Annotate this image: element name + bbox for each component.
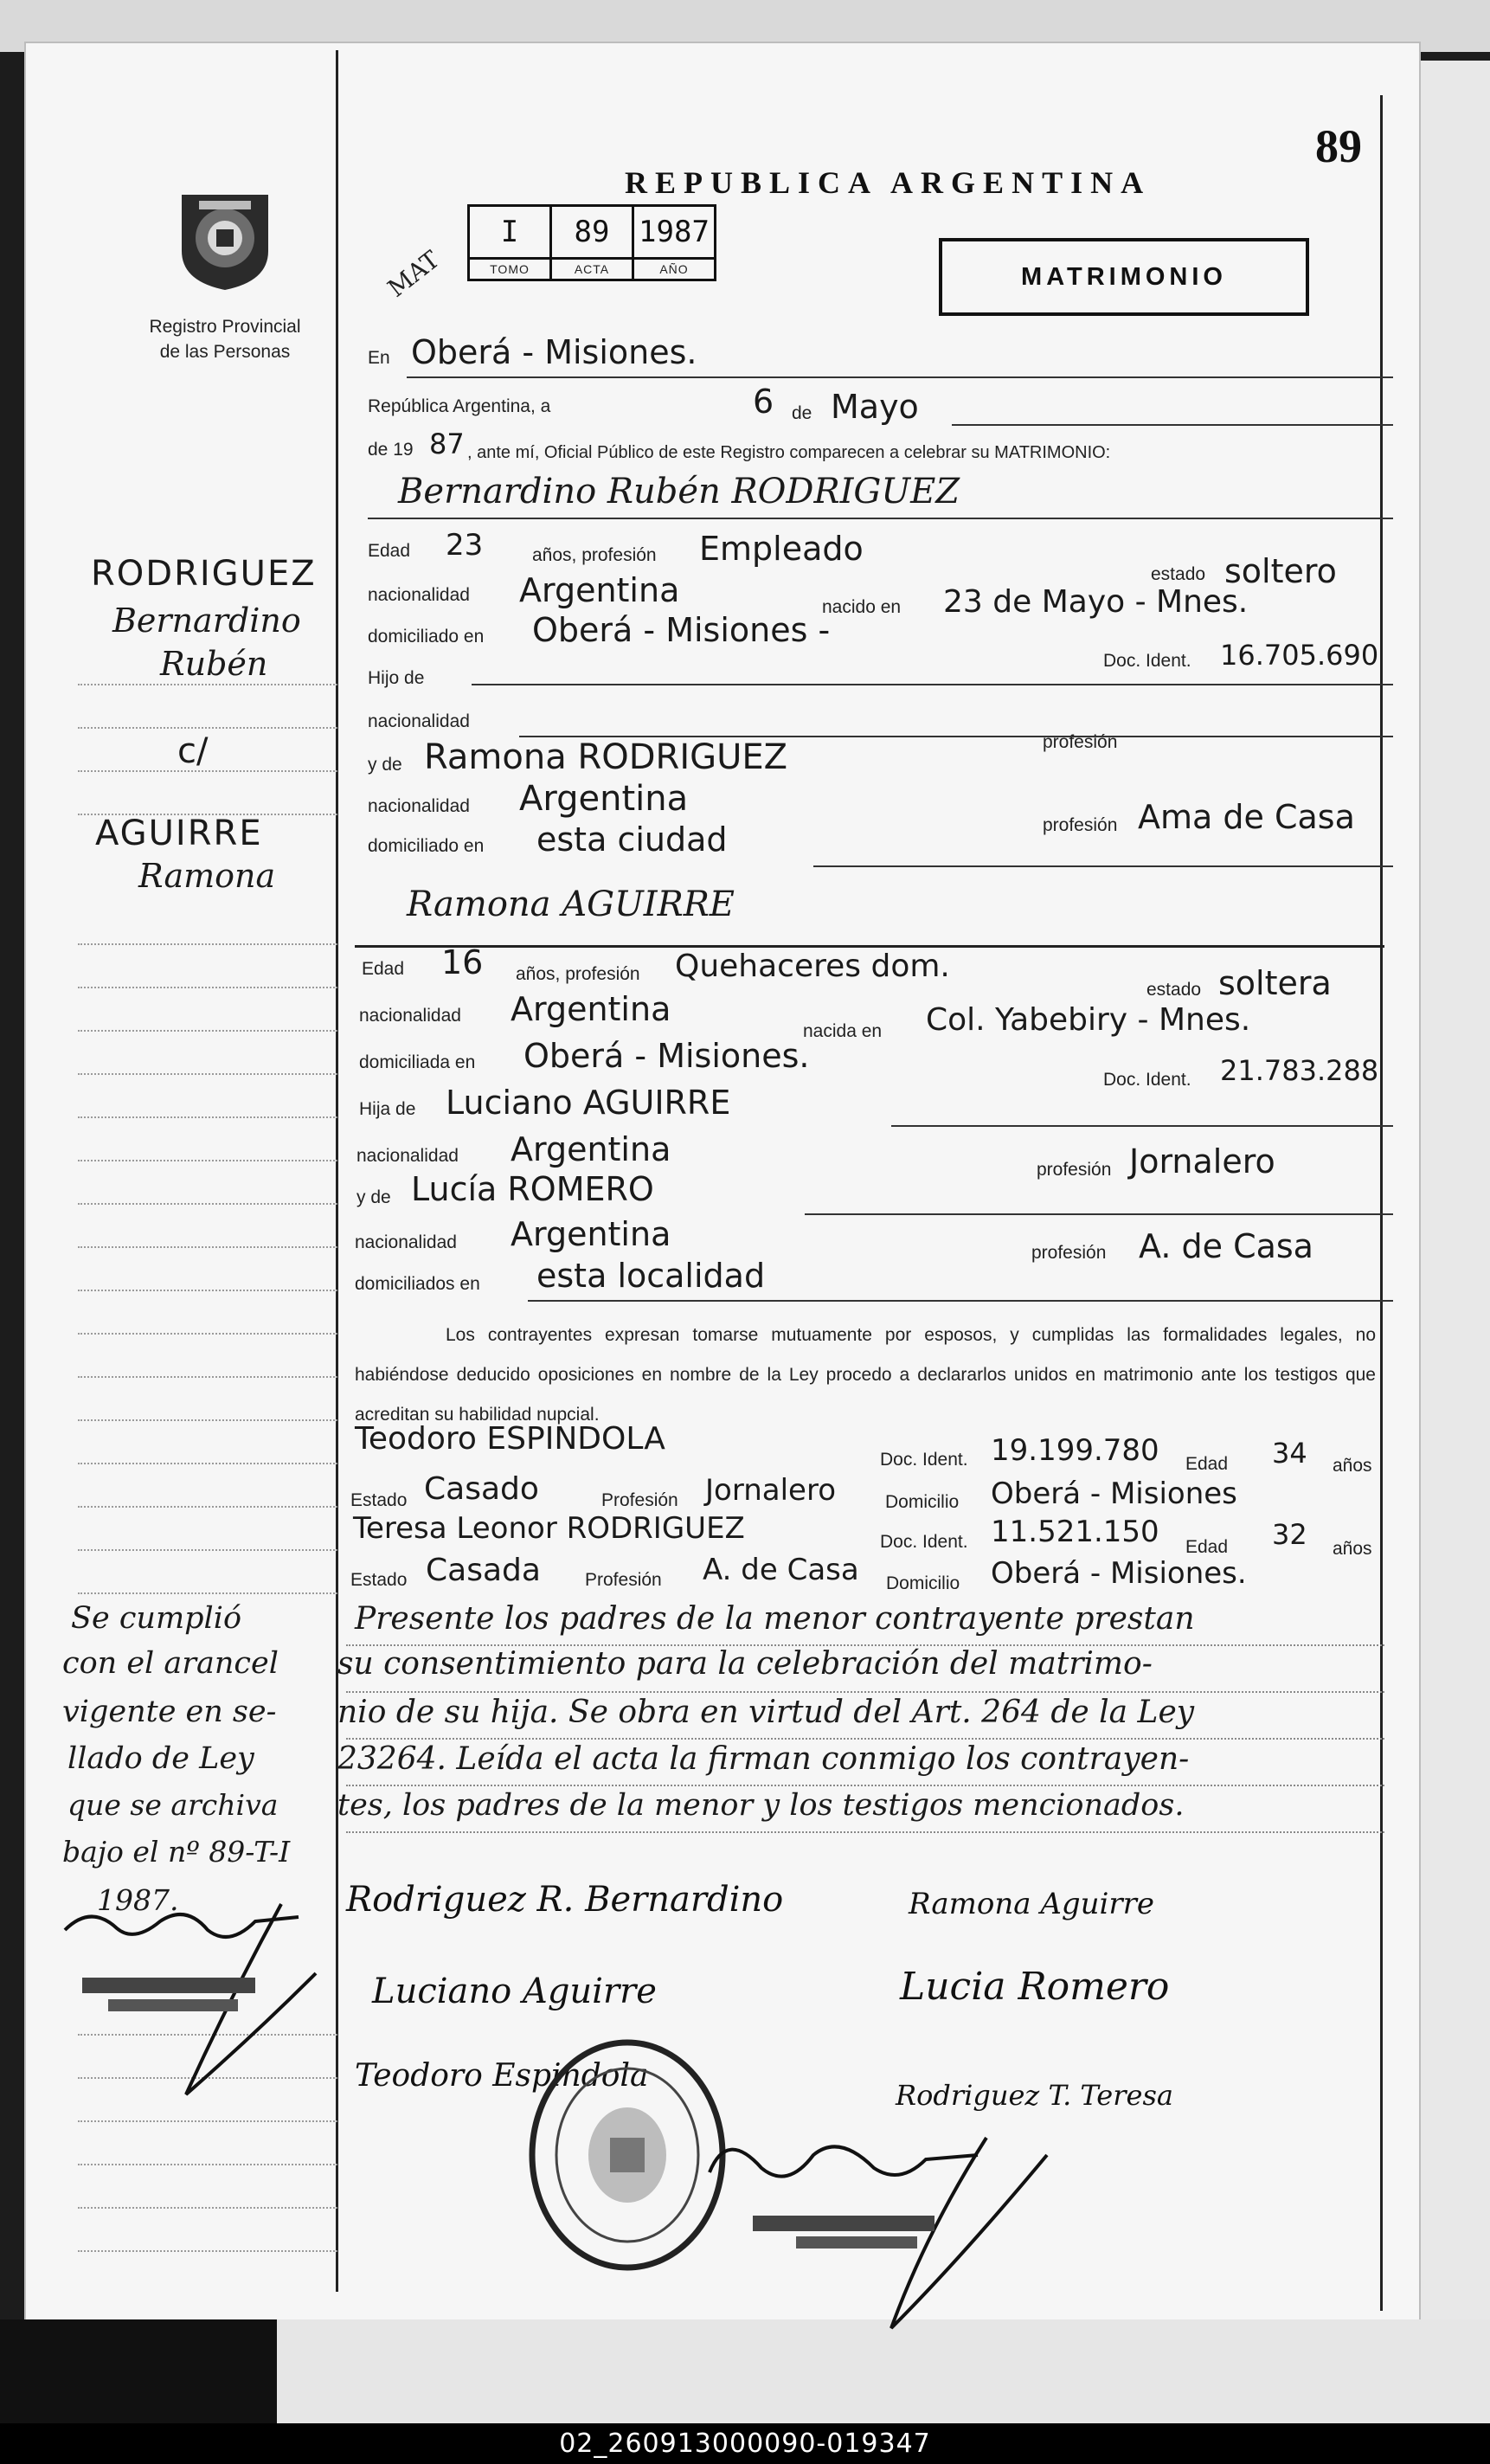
margin-rule	[78, 2164, 337, 2165]
marriage-day: 6	[753, 383, 774, 421]
ano-value: 1987	[633, 206, 716, 259]
groom-profession: Empleado	[699, 530, 864, 568]
witness-1-status: Casado	[424, 1471, 539, 1507]
registry-emblem-icon	[173, 182, 277, 294]
fee-note-line-4: llado de Ley	[67, 1741, 254, 1776]
bride-profession: Quehaceres dom.	[675, 949, 950, 984]
fill-line	[472, 684, 1393, 685]
label-hijo-de: Hijo de	[368, 668, 425, 688]
bride-birth: Col. Yabebiry - Mnes.	[926, 1002, 1251, 1038]
bride-parents-domicile: esta localidad	[536, 1257, 766, 1295]
margin-rule	[78, 2207, 337, 2209]
witness-2-profession: A. de Casa	[703, 1553, 859, 1587]
bride-name: Ramona AGUIRRE	[407, 885, 735, 924]
groom-status: soltero	[1224, 552, 1337, 590]
margin-officer-signature	[56, 1895, 350, 2146]
label-domiciliados-en: domiciliados en	[355, 1274, 480, 1294]
label-de: de	[792, 403, 812, 423]
observation-line-1: Presente los padres de la menor contrayente prestan	[355, 1601, 1195, 1637]
right-page-rule	[1380, 95, 1383, 2311]
margin-rule	[78, 1592, 337, 1594]
observation-line-3: nio de su hija. Se obra en virtud del Art. 264 de la Ley	[337, 1695, 1195, 1730]
fee-note-line-5: que se archiva	[67, 1788, 279, 1822]
fill-line	[952, 424, 1393, 426]
label-edad: Edad	[362, 959, 405, 979]
label-w-estado: Estado	[350, 1490, 408, 1510]
margin-rule	[78, 727, 337, 729]
witness-2-age: 32	[1272, 1518, 1307, 1551]
witness-2-domicile: Oberá - Misiones.	[991, 1556, 1247, 1591]
bride-mother-profession: A. de Casa	[1139, 1227, 1313, 1265]
label-y-de: y de	[356, 1187, 391, 1207]
margin-connector: c/	[177, 731, 209, 771]
dotted-rule	[346, 1691, 1384, 1693]
witness-1-profession: Jornalero	[705, 1473, 836, 1508]
bride-father-nationality: Argentina	[511, 1130, 671, 1168]
reference-table	[467, 204, 716, 281]
label-ante-mi: , ante mí, Oficial Público de este Registro comparecen a celebrar su MATRIMONIO:	[467, 443, 1111, 462]
label-profesion: profesión	[1031, 1243, 1107, 1263]
bride-mother: Lucía ROMERO	[411, 1170, 654, 1208]
label-domiciliada-en: domiciliada en	[359, 1052, 476, 1072]
mat-annotation: MAT	[382, 245, 446, 303]
page-number: 89	[1315, 120, 1362, 172]
label-republica: República Argentina, a	[368, 396, 551, 416]
scan-background-corner	[0, 2319, 277, 2423]
label-w-anos: años	[1333, 1456, 1372, 1476]
label-w-doc-ident: Doc. Ident.	[880, 1532, 968, 1552]
label-nacionalidad: nacionalidad	[355, 1232, 457, 1252]
section-rule	[355, 945, 1384, 948]
fill-line	[407, 376, 1393, 378]
margin-rule	[78, 1333, 337, 1335]
fill-line	[368, 518, 1393, 519]
label-y-de: y de	[368, 755, 402, 775]
label-nacionalidad: nacionalidad	[368, 585, 470, 605]
witness-2-name: Teresa Leonor RODRIGUEZ	[353, 1511, 745, 1546]
margin-rule	[78, 1290, 337, 1291]
margin-groom-surname: RODRIGUEZ	[91, 554, 317, 594]
label-w-doc-ident: Doc. Ident.	[880, 1450, 968, 1470]
groom-domicile: Oberá - Misiones -	[532, 611, 831, 649]
margin-rule	[78, 1376, 337, 1378]
page-edge	[1419, 61, 1490, 2319]
margin-rule	[78, 1030, 337, 1032]
witness-2-doc: 11.521.150	[991, 1515, 1159, 1549]
fee-note-line-6: bajo el nº 89-T-I	[62, 1835, 291, 1869]
observation-line-2: su consentimiento para la celebración del matrimo-	[337, 1646, 1153, 1682]
label-profesion: profesión	[1037, 1160, 1112, 1180]
dotted-rule	[346, 1644, 1384, 1646]
fill-line	[813, 865, 1393, 867]
margin-rule	[78, 2250, 337, 2252]
margin-bride-given: Ramona	[138, 857, 276, 895]
signature-witness-1: Teodoro Espindola	[355, 2058, 649, 2094]
label-estado: estado	[1146, 980, 1202, 1000]
year-suffix: 87	[429, 428, 465, 460]
declaration-text: Los contrayentes expresan tomarse mutuamente por esposos, y cumplidas las formalidades legales, no habiéndose deducido oposiciones en nombre de la Ley procedo a declararlos unidos en matrimonio ante los testigos que acreditan su habilidad nupcial.	[355, 1325, 1376, 1425]
bride-domicile: Oberá - Misiones.	[523, 1037, 810, 1075]
bride-doc: 21.783.288	[1220, 1054, 1379, 1087]
label-domiciliado-en: domiciliado en	[368, 836, 485, 856]
registry-name	[121, 314, 329, 364]
label-nacido-en: nacido en	[822, 597, 902, 617]
signature-father: Luciano Aguirre	[372, 1972, 657, 2011]
signature-groom: Rodriguez R. Bernardino	[346, 1880, 784, 1920]
label-nacionalidad: nacionalidad	[368, 711, 470, 731]
marriage-month: Mayo	[831, 388, 919, 426]
label-edad: Edad	[368, 541, 411, 561]
signature-witness-2: Rodriguez T. Teresa	[896, 2079, 1173, 2112]
bride-mother-nationality: Argentina	[511, 1215, 671, 1253]
margin-rule	[78, 1419, 337, 1421]
fee-note-line-7: 1987.	[97, 1883, 179, 1917]
margin-rule	[78, 1463, 337, 1464]
fill-line	[805, 1213, 1393, 1215]
label-w-edad: Edad	[1185, 1454, 1229, 1474]
label-w-profesion: Profesión	[601, 1490, 678, 1510]
margin-bride-surname: AGUIRRE	[95, 814, 263, 853]
groom-nationality: Argentina	[519, 571, 680, 609]
fee-note-line-2: con el arancel	[62, 1646, 279, 1681]
bride-father-profession: Jornalero	[1129, 1142, 1275, 1181]
dotted-rule	[346, 1831, 1384, 1833]
signature-bride: Ramona Aguirre	[909, 1887, 1155, 1921]
groom-mother-nationality: Argentina	[519, 779, 689, 819]
observation-line-5: tes, los padres de la menor y los testigos mencionados.	[337, 1788, 1185, 1823]
margin-rule	[78, 1160, 337, 1161]
margin-rule	[78, 684, 337, 685]
place: Oberá - Misiones.	[411, 333, 697, 371]
dotted-rule	[346, 1738, 1384, 1740]
witness-1-domicile: Oberá - Misiones	[991, 1476, 1237, 1511]
label-profesion: profesión	[1043, 732, 1118, 752]
bride-age: 16	[441, 943, 484, 981]
margin-groom-given-1: Bernardino	[112, 602, 301, 640]
observation-line-4: 23264. Leída el acta la firman conmigo los contrayen-	[337, 1741, 1190, 1777]
label-w-anos: años	[1333, 1539, 1372, 1559]
groom-mother: Ramona RODRIGUEZ	[424, 737, 788, 777]
fill-line	[891, 1125, 1393, 1127]
margin-groom-given-2: Rubén	[160, 645, 268, 683]
margin-rule	[78, 1116, 337, 1118]
document-title: REPUBLICA ARGENTINA	[625, 165, 1152, 200]
label-doc-ident: Doc. Ident.	[1103, 1070, 1191, 1090]
groom-mother-profession: Ama de Casa	[1138, 798, 1355, 836]
label-w-profesion: Profesión	[585, 1570, 662, 1590]
groom-birth: 23 de Mayo - Mnes.	[943, 584, 1249, 620]
bride-father: Luciano AGUIRRE	[446, 1084, 731, 1122]
label-profesion: profesión	[1043, 815, 1118, 835]
ano-label: AÑO	[633, 259, 716, 280]
registry-line-1: Registro Provincial	[149, 317, 301, 337]
witness-2-status: Casada	[426, 1553, 541, 1588]
margin-rule	[78, 987, 337, 988]
label-anos-profesion: años, profesión	[516, 964, 640, 984]
margin-rule	[78, 943, 337, 945]
fill-line	[528, 1300, 1393, 1302]
bride-nationality: Argentina	[511, 990, 671, 1028]
groom-doc: 16.705.690	[1220, 639, 1379, 672]
margin-rule	[78, 1246, 337, 1248]
image-code: 02_260913000090-019347	[559, 2429, 931, 2459]
label-domiciliado-en: domiciliado en	[368, 627, 485, 647]
groom-age: 23	[446, 528, 484, 563]
margin-rule	[78, 1549, 337, 1551]
bride-status: soltera	[1218, 964, 1332, 1002]
acta-label: ACTA	[551, 259, 633, 280]
label-estado: estado	[1151, 564, 1206, 584]
margin-rule	[78, 1506, 337, 1508]
label-nacionalidad: nacionalidad	[356, 1146, 459, 1166]
witness-1-doc: 19.199.780	[991, 1433, 1159, 1468]
record-type-box: MATRIMONIO	[939, 238, 1309, 316]
groom-name: Bernardino Rubén RODRIGUEZ	[398, 472, 960, 511]
label-anos-profesion: años, profesión	[532, 545, 657, 565]
official-seal-stamp	[523, 2034, 731, 2276]
label-hija-de: Hija de	[359, 1099, 416, 1119]
label-w-edad: Edad	[1185, 1537, 1229, 1557]
label-w-domicilio: Domicilio	[886, 1573, 960, 1593]
tomo-value: I	[469, 206, 551, 259]
witness-1-name: Teodoro ESPINDOLA	[355, 1421, 665, 1457]
registry-line-2: de las Personas	[159, 342, 291, 362]
margin-rule	[78, 1073, 337, 1075]
label-de-19: de 19	[368, 440, 414, 460]
label-w-estado: Estado	[350, 1570, 408, 1590]
label-nacionalidad: nacionalidad	[368, 796, 470, 816]
witness-1-age: 34	[1272, 1437, 1307, 1470]
officer-signature	[701, 2120, 1099, 2345]
fee-note-line-3: vigente en se-	[62, 1695, 277, 1729]
acta-value: 89	[551, 206, 633, 259]
label-doc-ident: Doc. Ident.	[1103, 651, 1191, 671]
fee-note-line-1: Se cumplió	[71, 1601, 242, 1636]
margin-rule	[78, 1203, 337, 1205]
tomo-label: TOMO	[469, 259, 551, 280]
label-nacida-en: nacida en	[803, 1021, 883, 1041]
dotted-rule	[346, 1785, 1384, 1786]
label-en: En	[368, 348, 390, 368]
signature-mother: Lucia Romero	[900, 1965, 1170, 2009]
groom-mother-domicile: esta ciudad	[536, 820, 728, 859]
label-w-domicilio: Domicilio	[885, 1492, 960, 1512]
label-nacionalidad: nacionalidad	[359, 1006, 461, 1026]
